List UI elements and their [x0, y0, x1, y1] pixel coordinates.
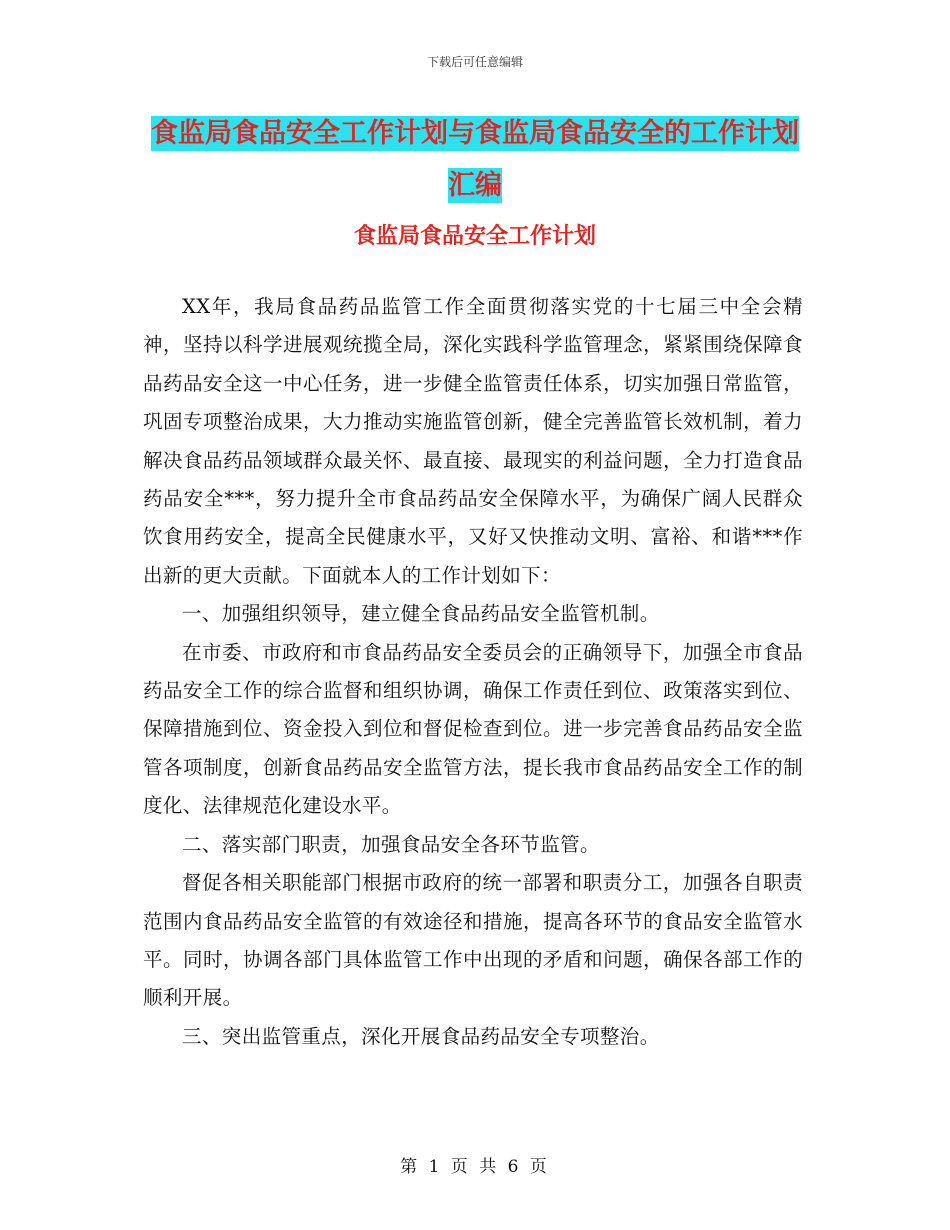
section-title: 食监局食品安全工作计划 [353, 223, 596, 249]
document-title-text: 食监局食品安全工作计划与食监局食品安全的工作计划汇编 [151, 118, 799, 201]
document-title [140, 108, 810, 212]
header-note: 下载后可任意编辑 [426, 55, 523, 69]
heading-point-2: 二、落实部门职责，加强食品安全各环节监管。 [182, 832, 600, 856]
paragraph-point-2: 督促各相关职能部门根据市政府的统一部署和职责分工，加强各自职责范围内食品药品安全监管的有效途径和措施，提高各环节的食品安全监管水平。同时，协调各部门具体监管工作中出现的矛盾和问题，确保各部工作的顺利开展。 [143, 871, 803, 1010]
document-body [143, 288, 803, 1056]
heading-point-1: 一、加强组织领导，建立健全食品药品安全监管机制。 [182, 602, 660, 626]
page-number: 第 1 页 共 6 页 [400, 1157, 550, 1177]
paragraph-point-1: 在市委、市政府和市食品药品安全委员会的正确领导下，加强全市食品药品安全工作的综合监督和组织协调，确保工作责任到位、政策落实到位、保障措施到位、资金投入到位和督促检查到位。进一步完善食品药品安全监管各项制度，创新食品药品安全监管方法，提长我市食品药品安全工作的制度化、法律规范化建设水平。 [143, 640, 803, 818]
paragraph-intro: XX年，我局食品药品监管工作全面贯彻落实党的十七届三中全会精神，坚持以科学进展观统揽全局，深化实践科学监管理念，紧紧围绕保障食品药品安全这一中心任务，进一步健全监管责任体系，切实加强日常监管，巩固专项整治成果，大力推动实施监管创新，健全完善监管长效机制，着力解决食品药品领域群众最关怀、最直接、最现实的利益问题，全力打造食品药品安全***，努力提升全市食品药品安全保障水平，为确保广阔人民群众饮食用药安全，提高全民健康水平，又好又快推动文明、富裕、和谐***作出新的更大贡献。下面就本人的工作计划如下： [143, 295, 803, 587]
heading-point-3: 三、突出监管重点，深化开展食品药品安全专项整治。 [182, 1024, 660, 1048]
